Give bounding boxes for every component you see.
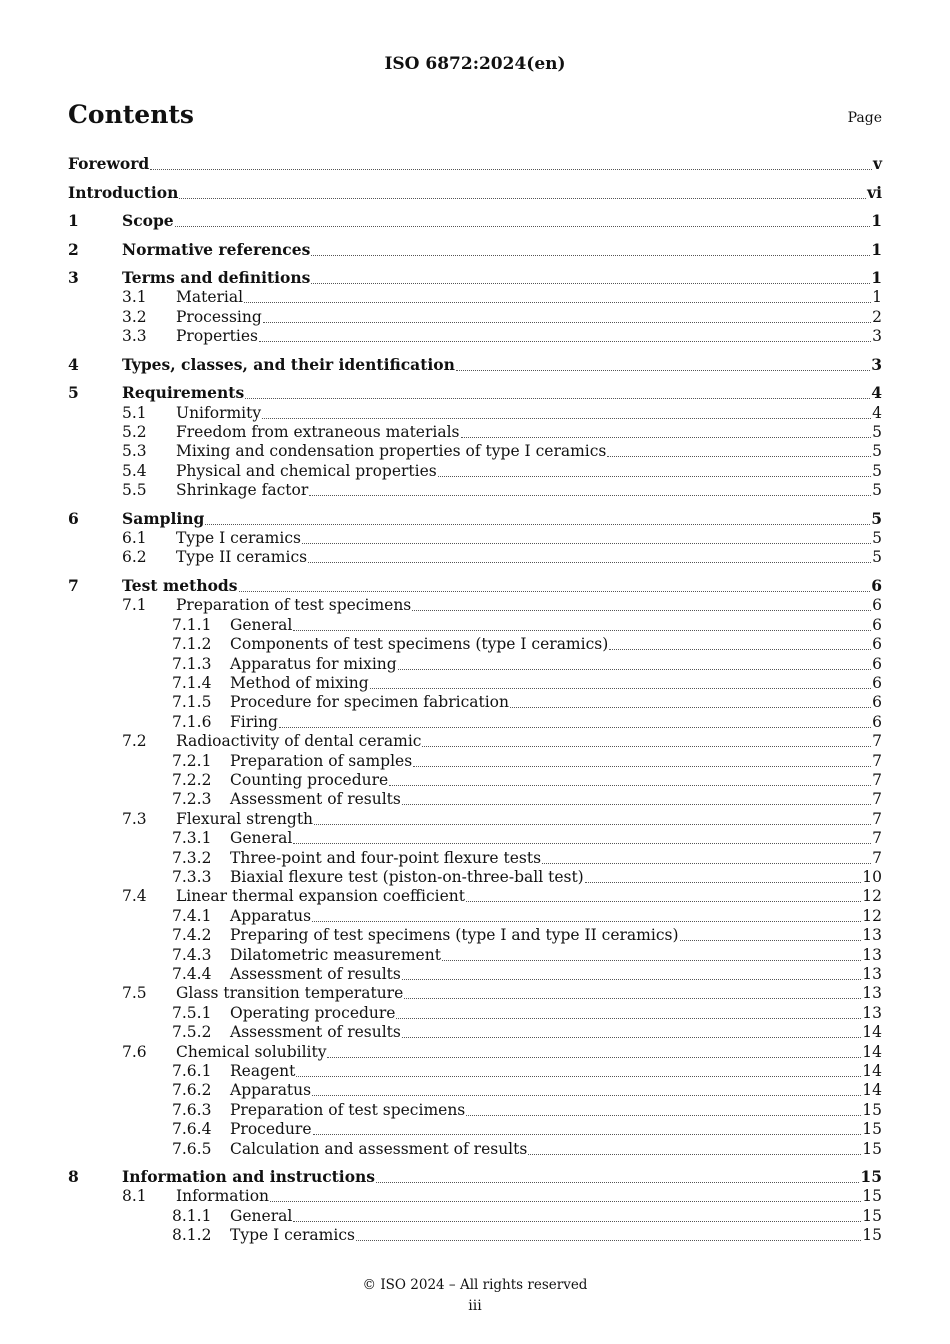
toc-entry[interactable]: [68, 731, 882, 751]
toc-entry-page: 15: [862, 1140, 882, 1158]
toc-entry-number: 8.1: [122, 1187, 147, 1205]
toc-entry-number: 7.5: [122, 984, 147, 1002]
toc-entry-title[interactable]: Operating procedure: [230, 1004, 396, 1022]
dot-leader: [293, 842, 871, 844]
toc-entry[interactable]: [68, 1186, 882, 1206]
toc-entry-page: 7: [872, 771, 882, 789]
toc-entry-number: 7.4.3: [172, 946, 212, 964]
toc-entry[interactable]: [68, 383, 882, 403]
toc-entry-number: 8: [68, 1167, 79, 1186]
toc-entry-page: 5: [872, 462, 882, 480]
toc-entry-page: 14: [862, 1081, 882, 1099]
toc-entry-page: 7: [872, 849, 882, 867]
dot-leader: [270, 1200, 861, 1202]
toc-entry[interactable]: [68, 480, 882, 500]
toc-entry-page: 7: [872, 732, 882, 750]
toc-entry-page: 3: [871, 355, 882, 374]
toc-entry[interactable]: [68, 211, 882, 231]
toc-entry[interactable]: [68, 1061, 882, 1081]
dot-leader: [609, 648, 871, 650]
toc-entry[interactable]: [68, 547, 882, 567]
toc-entry-page: 10: [862, 868, 882, 886]
toc-entry[interactable]: [68, 240, 882, 260]
dot-leader: [309, 494, 871, 496]
toc-entry-page: 5: [872, 423, 882, 441]
toc-entry-title[interactable]: Material: [176, 288, 244, 306]
toc-entry-title[interactable]: Firing: [230, 713, 278, 731]
toc-entry-number: 7.1.5: [172, 693, 212, 711]
toc-entry-number: 7.1.2: [172, 635, 212, 653]
toc-entry-page: 13: [862, 946, 882, 964]
toc-entry-title[interactable]: Freedom from extraneous materials: [176, 423, 460, 441]
toc-entry-title[interactable]: Test methods: [122, 576, 238, 595]
dot-leader: [244, 301, 871, 303]
toc-entry-page: 6: [872, 713, 882, 731]
toc-entry[interactable]: [68, 692, 882, 712]
toc-entry-title[interactable]: Counting procedure: [230, 771, 389, 789]
toc-entry-page: 6: [872, 674, 882, 692]
dot-leader: [311, 282, 870, 284]
dot-leader: [262, 417, 871, 419]
toc-entry-number: 7.2: [122, 732, 147, 750]
toc-entry[interactable]: [68, 848, 882, 868]
toc-entry-page: 14: [862, 1062, 882, 1080]
toc-entry[interactable]: [68, 1119, 882, 1139]
dot-leader: [293, 629, 871, 631]
toc-entry-page: 6: [871, 576, 882, 595]
toc-entry-number: 3.1: [122, 288, 147, 306]
toc-entry-number: 7.6.2: [172, 1081, 212, 1099]
toc-entry-title[interactable]: Information: [176, 1187, 270, 1205]
toc-entry[interactable]: [68, 828, 882, 848]
toc-entry[interactable]: [68, 355, 882, 375]
dot-leader: [607, 455, 871, 457]
document-id: ISO 6872:2024(en): [384, 54, 566, 74]
dot-leader: [279, 726, 871, 728]
toc-entry-number: 5: [68, 383, 79, 402]
toc-entry[interactable]: [68, 906, 882, 926]
page-column-label: Page: [847, 110, 882, 126]
toc-entry-page: 14: [862, 1043, 882, 1061]
toc-entry-title[interactable]: Scope: [122, 211, 174, 230]
toc-entry[interactable]: [68, 770, 882, 790]
toc-entry[interactable]: [68, 789, 882, 809]
toc-entry-number: 8.1.2: [172, 1226, 212, 1244]
toc-entry-number: 7.3: [122, 810, 147, 828]
toc-entry-page: 5: [872, 529, 882, 547]
toc-entry-page: 14: [862, 1023, 882, 1041]
dot-leader: [422, 745, 871, 747]
toc-entry[interactable]: [68, 712, 882, 732]
toc-entry-page: 13: [862, 926, 882, 944]
toc-entry-title[interactable]: Requirements: [122, 383, 245, 402]
toc-entry-title[interactable]: Sampling: [122, 509, 205, 528]
toc-entry-number: 7.4.2: [172, 926, 212, 944]
toc-entry-page: 12: [862, 887, 882, 905]
toc-entry-page: 2: [872, 308, 882, 326]
dot-leader: [680, 939, 862, 941]
toc-entry-number: 7.4: [122, 887, 147, 905]
dot-leader: [327, 1056, 861, 1058]
toc-entry-title[interactable]: Preparation of test specimens: [176, 596, 412, 614]
toc-entry-number: 7: [68, 576, 79, 595]
toc-entry-page: 1: [871, 211, 882, 230]
toc-entry-number: 6: [68, 509, 79, 528]
dot-leader: [259, 340, 871, 342]
toc-entry-page: 7: [872, 810, 882, 828]
toc-entry-page: 6: [872, 693, 882, 711]
toc-entry-title[interactable]: Physical and chemical properties: [176, 462, 437, 480]
toc-entry-title[interactable]: Chemical solubility: [176, 1043, 327, 1061]
dot-leader: [293, 1220, 861, 1222]
toc-entry-title[interactable]: General: [230, 1207, 293, 1225]
dot-leader: [313, 1133, 862, 1135]
dot-leader: [150, 168, 872, 170]
dot-leader: [398, 668, 871, 670]
toc-entry[interactable]: [68, 809, 882, 829]
toc-entry-page: v: [872, 154, 882, 173]
dot-leader: [461, 436, 872, 438]
toc-entry-page: 15: [862, 1187, 882, 1205]
toc-entry-number: 7.6: [122, 1043, 147, 1061]
toc-entry-page: 15: [862, 1226, 882, 1244]
toc-entry[interactable]: [68, 268, 882, 288]
toc-entry[interactable]: [68, 528, 882, 548]
toc-entry[interactable]: [68, 1100, 882, 1120]
toc-entry-number: 3.2: [122, 308, 147, 326]
toc-entry-page: 15: [860, 1167, 882, 1186]
toc-entry-number: 7.5.1: [172, 1004, 212, 1022]
toc-entry-page: 7: [872, 829, 882, 847]
toc-entry-title[interactable]: Method of mixing: [230, 674, 369, 692]
toc-entry-number: 1: [68, 211, 79, 230]
toc-entry[interactable]: [68, 1042, 882, 1062]
toc-entry-title[interactable]: Shrinkage factor: [176, 481, 309, 499]
toc-entry-title[interactable]: Flexural strength: [176, 810, 314, 828]
toc-entry-page: 7: [872, 752, 882, 770]
toc-entry-page: 4: [871, 383, 882, 402]
toc-entry-title[interactable]: Assessment of results: [230, 965, 401, 983]
dot-leader: [179, 197, 866, 199]
toc-entry[interactable]: [68, 307, 882, 327]
toc-entry-title[interactable]: Linear thermal expansion coefficient: [176, 887, 465, 905]
dot-leader: [466, 1114, 861, 1116]
dot-leader: [302, 542, 871, 544]
toc-entry-page: 5: [872, 481, 882, 499]
dot-leader: [402, 978, 861, 980]
toc-entry-page: 5: [872, 548, 882, 566]
toc-entry-title[interactable]: Properties: [176, 327, 258, 345]
dot-leader: [412, 609, 871, 611]
copyright-notice: © ISO 2024 – All rights reserved: [362, 1277, 588, 1293]
toc-entry-title[interactable]: Information and instructions: [122, 1167, 376, 1186]
toc-entry-number: 8.1.1: [172, 1207, 212, 1225]
dot-leader: [314, 823, 871, 825]
toc-entry-page: 12: [862, 907, 882, 925]
toc-entry-number: 7.6.5: [172, 1140, 212, 1158]
toc-entry[interactable]: [68, 751, 882, 771]
toc-entry-number: 4: [68, 355, 79, 374]
toc-entry-page: 5: [872, 442, 882, 460]
dot-leader: [312, 1094, 861, 1096]
toc-entry-number: 7.1.6: [172, 713, 212, 731]
toc-entry[interactable]: [68, 422, 882, 442]
toc-entry-title[interactable]: Apparatus: [230, 907, 312, 925]
toc-entry[interactable]: [68, 183, 882, 203]
dot-leader: [528, 1153, 861, 1155]
dot-leader: [356, 1239, 861, 1241]
toc-entry[interactable]: [68, 1139, 882, 1159]
dot-leader: [456, 369, 870, 371]
toc-entry-number: 5.5: [122, 481, 147, 499]
toc-entry[interactable]: [68, 654, 882, 674]
toc-entry-number: 7.4.4: [172, 965, 212, 983]
toc-entry-page: 7: [872, 790, 882, 808]
toc-entry-number: 5.1: [122, 404, 147, 422]
toc-entry[interactable]: [68, 1206, 882, 1226]
toc-entry[interactable]: [68, 595, 882, 615]
toc-entry[interactable]: [68, 634, 882, 654]
toc-entry-title[interactable]: Glass transition temperature: [176, 984, 404, 1002]
toc-entry-number: 7.5.2: [172, 1023, 212, 1041]
toc-entry-title[interactable]: Type II ceramics: [176, 548, 308, 566]
toc-entry-number: 7.2.1: [172, 752, 212, 770]
toc-entry[interactable]: [68, 403, 882, 423]
toc-entry[interactable]: [68, 867, 882, 887]
toc-entry-number: 7.3.1: [172, 829, 212, 847]
toc-entry-title[interactable]: Assessment of results: [230, 790, 401, 808]
toc-entry-title[interactable]: Foreword: [68, 154, 150, 173]
toc-entry[interactable]: [68, 576, 882, 596]
toc-entry-number: 5.4: [122, 462, 147, 480]
dot-leader: [404, 997, 861, 999]
dot-leader: [442, 959, 861, 961]
toc-entry-number: 5.3: [122, 442, 147, 460]
toc-entry-page: 4: [872, 404, 882, 422]
dot-leader: [402, 1036, 861, 1038]
dot-leader: [510, 706, 871, 708]
dot-leader: [245, 397, 870, 399]
toc-entry[interactable]: [68, 886, 882, 906]
dot-leader: [239, 590, 871, 592]
toc-entry-number: 7.6.4: [172, 1120, 212, 1138]
toc-entry-number: 7.3.2: [172, 849, 212, 867]
toc-entry-page: 5: [871, 509, 882, 528]
toc-entry[interactable]: [68, 964, 882, 984]
toc-entry-page: 13: [862, 965, 882, 983]
toc-entry-page: 6: [872, 616, 882, 634]
toc-entry-title[interactable]: Preparation of samples: [230, 752, 413, 770]
toc-entry-page: 15: [862, 1207, 882, 1225]
dot-leader: [308, 561, 871, 563]
toc-entry-title[interactable]: Procedure: [230, 1120, 312, 1138]
dot-leader: [175, 225, 871, 227]
dot-leader: [413, 765, 871, 767]
toc-entry-page: 6: [872, 635, 882, 653]
toc-entry-number: 7.1.1: [172, 616, 212, 634]
dot-leader: [205, 523, 870, 525]
toc-entry-number: 7.2.3: [172, 790, 212, 808]
toc-entry-number: 7.1.3: [172, 655, 212, 673]
dot-leader: [585, 881, 862, 883]
toc-entry[interactable]: [68, 925, 882, 945]
toc-entry-number: 7.6.3: [172, 1101, 212, 1119]
dot-leader: [438, 475, 871, 477]
toc-entry-title[interactable]: Procedure for specimen fabrication: [230, 693, 509, 711]
toc-entry-number: 3: [68, 268, 79, 287]
toc-entry-page: 13: [862, 1004, 882, 1022]
toc-entry-title[interactable]: Preparing of test specimens (type I and type II ceramics): [230, 926, 679, 944]
toc-entry[interactable]: [68, 1167, 882, 1187]
toc-entry-title[interactable]: General: [230, 829, 293, 847]
toc-entry-title[interactable]: Processing: [176, 308, 262, 326]
toc-entry[interactable]: [68, 1080, 882, 1100]
page-title: Contents: [68, 100, 195, 129]
toc-entry-page: 1: [871, 268, 882, 287]
toc-entry-page: 6: [872, 655, 882, 673]
toc-entry-title[interactable]: Three-point and four-point flexure tests: [230, 849, 542, 867]
toc-entry-title[interactable]: Apparatus for mixing: [230, 655, 397, 673]
dot-leader: [542, 862, 871, 864]
dot-leader: [389, 784, 871, 786]
toc-entry[interactable]: [68, 326, 882, 346]
toc-entry-title[interactable]: Reagent: [230, 1062, 296, 1080]
toc-entry-number: 7.1: [122, 596, 147, 614]
toc-entry[interactable]: [68, 509, 882, 529]
dot-leader: [370, 687, 871, 689]
toc-entry[interactable]: [68, 461, 882, 481]
toc-entry[interactable]: [68, 154, 882, 174]
toc-entry-number: 5.2: [122, 423, 147, 441]
dot-leader: [312, 920, 861, 922]
dot-leader: [263, 321, 871, 323]
toc-entry-page: 3: [872, 327, 882, 345]
toc-entry[interactable]: [68, 1225, 882, 1245]
toc-entry-title[interactable]: Dilatometric measurement: [230, 946, 441, 964]
toc-entry[interactable]: [68, 287, 882, 307]
toc-entry-title[interactable]: Mixing and condensation properties of type I ceramics: [176, 442, 607, 460]
toc-entry-page: 1: [871, 240, 882, 259]
toc-entry-title[interactable]: Terms and definitions: [122, 268, 311, 287]
toc-entry-number: 7.4.1: [172, 907, 212, 925]
toc-entry[interactable]: [68, 1003, 882, 1023]
toc-entry-number: 7.1.4: [172, 674, 212, 692]
toc-entry-title[interactable]: Radioactivity of dental ceramic: [176, 732, 422, 750]
toc-entry-title[interactable]: Type I ceramics: [230, 1226, 355, 1244]
toc-entry[interactable]: [68, 441, 882, 461]
toc-entry-page: 13: [862, 984, 882, 1002]
page-number: iii: [468, 1298, 482, 1314]
toc-entry-page: 6: [872, 596, 882, 614]
toc-entry-number: 2: [68, 240, 79, 259]
toc-entry-number: 7.2.2: [172, 771, 212, 789]
toc-entry-title[interactable]: Calculation and assessment of results: [230, 1140, 528, 1158]
toc-entry-title[interactable]: General: [230, 616, 293, 634]
toc-entry-number: 7.6.1: [172, 1062, 212, 1080]
dot-leader: [311, 254, 870, 256]
toc-entry-page: vi: [867, 183, 882, 202]
toc-entry-number: 3.3: [122, 327, 147, 345]
toc-entry-title[interactable]: Apparatus: [230, 1081, 312, 1099]
toc-entry-number: 7.3.3: [172, 868, 212, 886]
toc-entry-title[interactable]: Components of test specimens (type I ceramics): [230, 635, 609, 653]
toc-entry-title[interactable]: Type I ceramics: [176, 529, 301, 547]
toc-entry-page: 15: [862, 1101, 882, 1119]
toc-entry-title[interactable]: Preparation of test specimens: [230, 1101, 466, 1119]
toc-entry-title[interactable]: Biaxial flexure test (piston-on-three-ball test): [230, 868, 584, 886]
toc-entry-page: 15: [862, 1120, 882, 1138]
toc-entry-number: 6.1: [122, 529, 147, 547]
toc-entry[interactable]: [68, 615, 882, 635]
toc-entry-title[interactable]: Normative references: [122, 240, 311, 259]
toc-entry-title[interactable]: Assessment of results: [230, 1023, 401, 1041]
dot-leader: [296, 1075, 861, 1077]
toc-entry-title[interactable]: Types, classes, and their identification: [122, 355, 455, 374]
toc-entry-title[interactable]: Uniformity: [176, 404, 262, 422]
toc-entry[interactable]: [68, 1022, 882, 1042]
toc-entry[interactable]: [68, 945, 882, 965]
toc-entry-number: 6.2: [122, 548, 147, 566]
dot-leader: [402, 803, 871, 805]
dot-leader: [376, 1181, 859, 1183]
dot-leader: [396, 1017, 861, 1019]
toc-entry[interactable]: [68, 673, 882, 693]
dot-leader: [466, 900, 861, 902]
toc-entry-title[interactable]: Introduction: [68, 183, 179, 202]
toc-entry[interactable]: [68, 983, 882, 1003]
toc-entry-page: 1: [872, 288, 882, 306]
